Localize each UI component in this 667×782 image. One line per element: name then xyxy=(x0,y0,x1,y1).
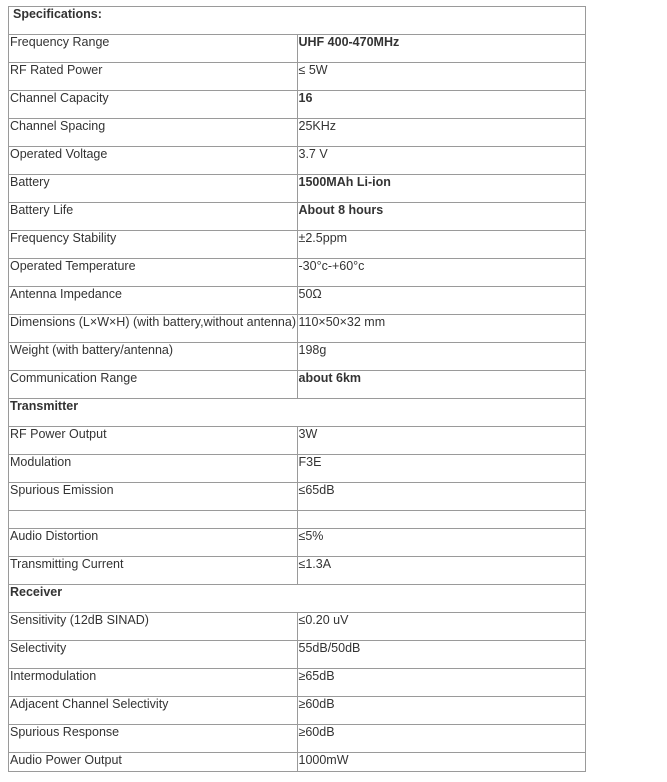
spec-value: 1000mW xyxy=(297,753,586,772)
table-row xyxy=(9,529,586,557)
spec-label: Operated Temperature xyxy=(9,259,298,287)
table-row xyxy=(9,63,586,91)
spec-label: Audio Distortion xyxy=(9,529,298,557)
receiver-section-row xyxy=(9,585,586,613)
table-row xyxy=(9,725,586,753)
specifications-table xyxy=(8,6,586,772)
empty-row xyxy=(9,511,586,529)
spec-label: Frequency Range xyxy=(9,35,298,63)
table-row xyxy=(9,427,586,455)
spec-label: Intermodulation xyxy=(9,669,298,697)
spec-label: Spurious Emission xyxy=(9,483,298,511)
table-row xyxy=(9,175,586,203)
spec-value: ≤ 5W xyxy=(297,63,586,91)
spec-value: ≤0.20 uV xyxy=(297,613,586,641)
spec-label: Antenna Impedance xyxy=(9,287,298,315)
spec-value: ≥60dB xyxy=(297,697,586,725)
empty-cell xyxy=(297,511,586,529)
receiver-heading: Receiver xyxy=(9,585,586,613)
table-row xyxy=(9,483,586,511)
table-row xyxy=(9,697,586,725)
spec-value: About 8 hours xyxy=(297,203,586,231)
spec-value: 50Ω xyxy=(297,287,586,315)
table-row xyxy=(9,203,586,231)
spec-label: Battery Life xyxy=(9,203,298,231)
table-row xyxy=(9,371,586,399)
table-row xyxy=(9,753,586,772)
spec-value: 3.7 V xyxy=(297,147,586,175)
spec-value: 1500MAh Li-ion xyxy=(297,175,586,203)
table-row xyxy=(9,259,586,287)
spec-label: Spurious Response xyxy=(9,725,298,753)
table-row xyxy=(9,35,586,63)
spec-label: Weight (with battery/antenna) xyxy=(9,343,298,371)
spec-label: Channel Capacity xyxy=(9,91,298,119)
spec-value: ±2.5ppm xyxy=(297,231,586,259)
table-row xyxy=(9,455,586,483)
transmitter-section-row xyxy=(9,399,586,427)
table-row xyxy=(9,343,586,371)
empty-cell xyxy=(9,511,298,529)
specifications-header-row xyxy=(9,7,586,35)
spec-value: 25KHz xyxy=(297,119,586,147)
spec-value: ≥65dB xyxy=(297,669,586,697)
spec-label: Frequency Stability xyxy=(9,231,298,259)
spec-label: Adjacent Channel Selectivity xyxy=(9,697,298,725)
specifications-title: Specifications: xyxy=(9,7,586,35)
table-row xyxy=(9,119,586,147)
table-row xyxy=(9,669,586,697)
spec-value: 110×50×32 mm xyxy=(297,315,586,343)
spec-label: Modulation xyxy=(9,455,298,483)
spec-value: ≤65dB xyxy=(297,483,586,511)
spec-value: ≤1.3A xyxy=(297,557,586,585)
spec-label: Selectivity xyxy=(9,641,298,669)
table-row xyxy=(9,147,586,175)
table-row xyxy=(9,287,586,315)
table-row xyxy=(9,613,586,641)
spec-value: ≥60dB xyxy=(297,725,586,753)
spec-value: 3W xyxy=(297,427,586,455)
spec-value: 198g xyxy=(297,343,586,371)
spec-label: Operated Voltage xyxy=(9,147,298,175)
spec-value: ≤5% xyxy=(297,529,586,557)
table-row xyxy=(9,641,586,669)
spec-label: Transmitting Current xyxy=(9,557,298,585)
spec-label: RF Rated Power xyxy=(9,63,298,91)
spec-label: Battery xyxy=(9,175,298,203)
table-row xyxy=(9,557,586,585)
transmitter-heading: Transmitter xyxy=(9,399,586,427)
spec-value: 16 xyxy=(297,91,586,119)
table-row xyxy=(9,231,586,259)
spec-label: Sensitivity (12dB SINAD) xyxy=(9,613,298,641)
spec-value: F3E xyxy=(297,455,586,483)
spec-value: about 6km xyxy=(297,371,586,399)
spec-label: Channel Spacing xyxy=(9,119,298,147)
spec-label: Dimensions (L×W×H) (with battery,without antenna) xyxy=(9,315,298,343)
spec-value: -30°c-+60°c xyxy=(297,259,586,287)
spec-label: Audio Power Output xyxy=(9,753,298,772)
spec-value: 55dB/50dB xyxy=(297,641,586,669)
spec-value: UHF 400-470MHz xyxy=(297,35,586,63)
spec-label: Communication Range xyxy=(9,371,298,399)
table-row xyxy=(9,315,586,343)
spec-label: RF Power Output xyxy=(9,427,298,455)
table-row xyxy=(9,91,586,119)
